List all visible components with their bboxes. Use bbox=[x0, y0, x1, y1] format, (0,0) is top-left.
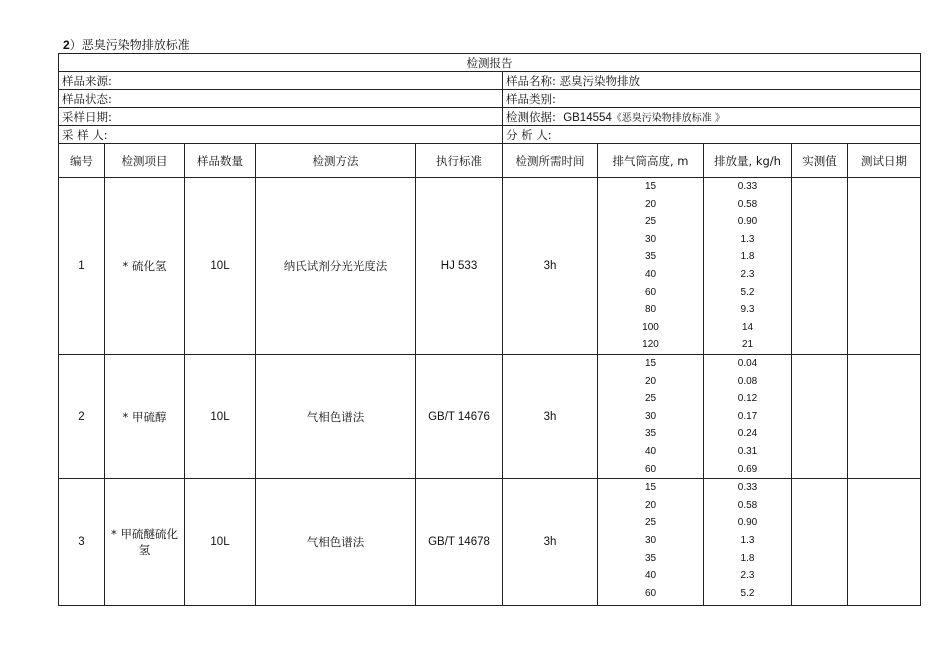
height-value: 120 bbox=[642, 339, 659, 351]
height-value: 35 bbox=[644, 251, 657, 263]
sample-state: 样品状态: bbox=[59, 90, 503, 108]
row-standard: GB/T 14676 bbox=[416, 355, 503, 479]
emission-value: 0.90 bbox=[737, 517, 758, 529]
row-qty: 10L bbox=[185, 178, 256, 355]
header-row bbox=[59, 144, 921, 178]
header-method: 检测方法 bbox=[256, 144, 416, 178]
report-title: 检测报告 bbox=[59, 54, 921, 72]
height-value: 60 bbox=[644, 587, 657, 599]
row-time: 3h bbox=[503, 479, 598, 606]
emission-value: 14 bbox=[741, 321, 754, 333]
table-row bbox=[59, 355, 921, 479]
height-value: 15 bbox=[644, 482, 657, 494]
emission-value: 1.8 bbox=[740, 251, 755, 263]
height-value: 40 bbox=[644, 445, 657, 457]
row-heights bbox=[598, 355, 704, 479]
height-value: 15 bbox=[644, 358, 657, 369]
height-value: 35 bbox=[644, 552, 657, 564]
sample-name: 样品名称: 恶臭污染物排放 bbox=[503, 72, 921, 90]
section-paren: ） bbox=[69, 38, 82, 52]
sample-type: 样品类别: bbox=[503, 90, 921, 108]
row-item: * 甲硫醚硫化氢 bbox=[105, 479, 185, 606]
height-value: 40 bbox=[644, 570, 657, 582]
emission-value: 0.08 bbox=[737, 375, 758, 387]
height-value: 15 bbox=[644, 181, 657, 192]
row-no: 2 bbox=[59, 355, 105, 479]
row-emissions bbox=[704, 355, 792, 479]
emission-value: 0.90 bbox=[737, 216, 758, 228]
row-no: 1 bbox=[59, 178, 105, 355]
emission-value: 0.31 bbox=[737, 445, 758, 457]
height-value: 80 bbox=[644, 304, 657, 316]
sampler: 采 样 人: bbox=[59, 126, 503, 144]
header-no: 编号 bbox=[59, 144, 105, 178]
height-value: 20 bbox=[644, 499, 657, 511]
emission-value: 0.33 bbox=[737, 181, 758, 192]
measured-value bbox=[792, 479, 848, 606]
table-row bbox=[59, 479, 921, 606]
emission-value: 0.58 bbox=[737, 499, 758, 511]
section-title bbox=[63, 36, 190, 53]
row-heights bbox=[598, 479, 704, 606]
row-item: * 甲硫醇 bbox=[105, 355, 185, 479]
header-item: 检测项目 bbox=[105, 144, 185, 178]
emission-value: 5.2 bbox=[740, 286, 755, 298]
measured-value bbox=[792, 355, 848, 479]
test-date bbox=[848, 479, 921, 606]
row-method: 气相色谱法 bbox=[256, 479, 416, 606]
emission-value: 2.3 bbox=[740, 570, 755, 582]
height-value: 20 bbox=[644, 198, 657, 210]
emission-value: 0.24 bbox=[737, 428, 758, 440]
emission-value: 2.3 bbox=[740, 268, 755, 280]
row-heights bbox=[598, 178, 704, 355]
height-value: 30 bbox=[644, 410, 657, 422]
height-value: 35 bbox=[644, 428, 657, 440]
emission-value: 21 bbox=[741, 339, 754, 351]
row-method: 纳氏试剂分光光度法 bbox=[256, 178, 416, 355]
emission-value: 1.8 bbox=[740, 552, 755, 564]
header-time: 检测所需时间 bbox=[503, 144, 598, 178]
emission-value: 0.69 bbox=[737, 463, 758, 475]
height-value: 40 bbox=[644, 268, 657, 280]
emission-value: 5.2 bbox=[740, 587, 755, 599]
row-emissions bbox=[704, 178, 792, 355]
basis-label: 检测依据: bbox=[506, 109, 556, 124]
emission-value: 0.58 bbox=[737, 198, 758, 210]
section-number: 2 bbox=[63, 38, 70, 52]
measured-value bbox=[792, 178, 848, 355]
row-emissions bbox=[704, 479, 792, 606]
header-qty: 样品数量 bbox=[185, 144, 256, 178]
row-time: 3h bbox=[503, 178, 598, 355]
analyst: 分 析 人: bbox=[503, 126, 921, 144]
test-date bbox=[848, 355, 921, 479]
height-value: 25 bbox=[644, 393, 657, 405]
emission-value: 9.3 bbox=[740, 304, 755, 316]
header-measured: 实测值 bbox=[792, 144, 848, 178]
row-time: 3h bbox=[503, 355, 598, 479]
basis-code: GB14554 bbox=[563, 111, 612, 124]
emission-value: 0.17 bbox=[737, 410, 758, 422]
height-value: 100 bbox=[642, 321, 659, 333]
sampling-date: 采样日期: bbox=[59, 108, 503, 126]
emission-value: 0.33 bbox=[737, 482, 758, 494]
height-value: 25 bbox=[644, 216, 657, 228]
height-value: 25 bbox=[644, 517, 657, 529]
emission-value: 1.3 bbox=[740, 233, 755, 245]
table-row bbox=[59, 178, 921, 355]
test-basis bbox=[503, 108, 921, 126]
height-value: 60 bbox=[644, 463, 657, 475]
header-height: 排气筒高度, m bbox=[598, 144, 704, 178]
header-standard: 执行标准 bbox=[416, 144, 503, 178]
row-no: 3 bbox=[59, 479, 105, 606]
test-date bbox=[848, 178, 921, 355]
row-qty: 10L bbox=[185, 355, 256, 479]
row-standard: HJ 533 bbox=[416, 178, 503, 355]
emission-value: 0.04 bbox=[737, 358, 758, 369]
header-emission: 排放量, kg/h bbox=[704, 144, 792, 178]
emission-value: 1.3 bbox=[740, 534, 755, 546]
row-qty: 10L bbox=[185, 479, 256, 606]
height-value: 30 bbox=[644, 534, 657, 546]
header-date: 测试日期 bbox=[848, 144, 921, 178]
height-value: 30 bbox=[644, 233, 657, 245]
height-value: 60 bbox=[644, 286, 657, 298]
height-value: 20 bbox=[644, 375, 657, 387]
report-table bbox=[58, 53, 921, 606]
row-standard: GB/T 14678 bbox=[416, 479, 503, 606]
sample-source: 样品来源: bbox=[59, 72, 503, 90]
basis-title: 《恶臭污染物排放标准 》 bbox=[611, 112, 725, 124]
emission-value: 0.12 bbox=[737, 393, 758, 405]
row-method: 气相色谱法 bbox=[256, 355, 416, 479]
row-item: * 硫化氢 bbox=[105, 178, 185, 355]
section-title-text: 恶臭污染物排放标准 bbox=[81, 38, 190, 52]
